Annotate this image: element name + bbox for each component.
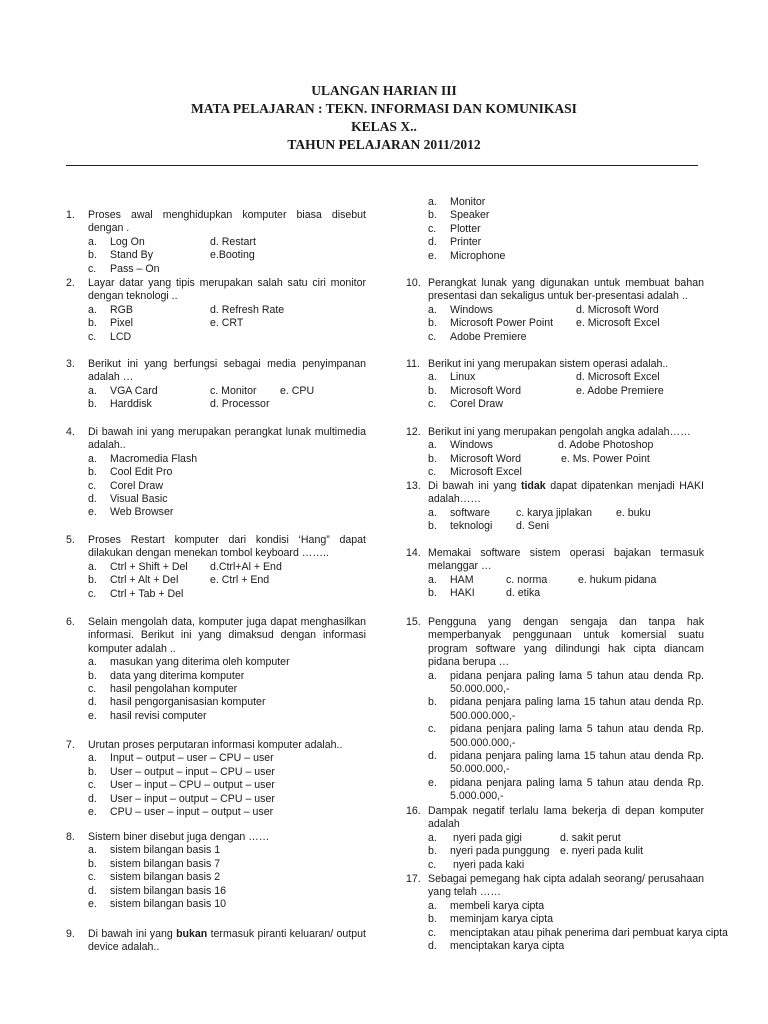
option-text: Windows [450, 439, 493, 452]
option-text: VGA Card [110, 384, 158, 397]
question-text: Sistem biner disebut juga dengan …… [88, 831, 270, 843]
option-text: sistem bilangan basis 10 [110, 898, 227, 911]
option-letter: c. [428, 398, 437, 411]
option-letter: c. [88, 587, 97, 600]
option-text: Ctrl + Alt + Del [110, 574, 179, 587]
question-text: termasuk piranti keluaran/ output device adalah.. [88, 928, 366, 954]
option-letter: b. [428, 452, 437, 465]
question-16 [406, 805, 704, 872]
option-text: Monitor [450, 196, 486, 208]
question-text: dapat dipatenkan menjadi HAKI adalah…… [428, 480, 704, 506]
option-letter: c. [88, 779, 97, 792]
option-text: sistem bilangan basis 16 [110, 884, 227, 897]
option-letter: b. [428, 384, 437, 397]
header-divider [66, 165, 698, 166]
option-letter: a. [428, 371, 437, 384]
option-text: e. CRT [210, 317, 244, 330]
option-letter: c. [88, 871, 97, 884]
option-text: meminjam karya cipta [450, 913, 554, 926]
option-letter: b. [428, 913, 437, 926]
option-text: Plotter [450, 222, 481, 235]
option-letter: c. [88, 479, 97, 492]
option-text: menciptakan atau pihak penerima dari pembuat karya cipta [450, 926, 728, 939]
option-letter: b. [88, 765, 97, 778]
question-emphasis: tidak [520, 480, 546, 492]
option-text: pidana penjara paling lama 5 tahun atau denda Rp. 50.000.000,- [450, 669, 704, 696]
question-text: Memakai software sistem operasi bajakan termasuk melanggar … [428, 547, 704, 573]
option-text: d. sakit perut [560, 831, 621, 844]
option-letter: a. [88, 656, 97, 669]
question-5 [66, 534, 366, 601]
option-letter: a. [428, 831, 437, 844]
option-letter: a. [428, 669, 437, 682]
option-text: d. Processor [210, 398, 270, 411]
option-text: d. Microsoft Excel [576, 371, 660, 384]
option-text: e. Ctrl + End [210, 574, 270, 587]
question-number: 1. [66, 209, 75, 221]
question-number: 8. [66, 831, 75, 843]
option-text: masukan yang diterima oleh komputer [110, 656, 290, 669]
option-text: hasil revisi computer [110, 709, 207, 722]
question-8 [66, 831, 366, 911]
option-text: sistem bilangan basis 1 [110, 844, 221, 857]
question-number: 10. [406, 277, 421, 289]
option-text: User – input – CPU – output – user [110, 779, 275, 792]
question-11 [406, 358, 704, 412]
question-number: 3. [66, 358, 75, 370]
option-letter: e. [88, 898, 97, 911]
option-text: software [450, 506, 491, 519]
option-letter: c. [428, 222, 437, 235]
option-letter: c. [88, 683, 97, 696]
option-letter: c. [428, 858, 437, 871]
option-text: d. etika [506, 587, 541, 600]
question-15 [406, 616, 704, 804]
option-text: nyeri pada punggung [450, 845, 550, 858]
option-letter: a. [428, 573, 437, 586]
option-letter: b. [88, 466, 97, 479]
option-text: Microsoft Word [450, 452, 522, 465]
question-10 [406, 277, 704, 344]
option-text: Cool Edit Pro [110, 466, 173, 479]
option-text: CPU – user – input – output – user [110, 806, 274, 819]
option-text: sistem bilangan basis 7 [110, 857, 221, 870]
option-text: Visual Basic [110, 493, 168, 506]
option-text: Corel Draw [110, 479, 163, 492]
question-text: Di bawah ini yang merupakan perangkat lunak multimedia adalah.. [88, 426, 366, 452]
question-number: 13. [406, 480, 421, 492]
option-letter: a. [88, 235, 97, 248]
option-letter: b. [88, 398, 97, 411]
option-letter: a. [428, 899, 437, 912]
question-text: Proses Restart komputer dari kondisi ‘Hang” dapat dilakukan dengan menekan tombol keyboard …….. [88, 534, 366, 560]
question-number: 2. [66, 277, 75, 289]
question-text: Perangkat lunak yang digunakan untuk membuat bahan presentasi dan sekaligus untuk ber-presentasi adalah .. [428, 277, 704, 303]
option-letter: c. [88, 330, 97, 343]
option-letter: a. [428, 439, 437, 452]
option-letter: c. [428, 723, 437, 736]
option-text: d. Microsoft Word [576, 303, 659, 316]
option-text: teknologi [450, 520, 493, 533]
option-text: d. Adobe Photoshop [558, 439, 654, 452]
question-text: Sebagai pemegang hak cipta adalah seorang/ perusahaan yang telah …… [428, 873, 704, 899]
option-letter: a. [428, 303, 437, 316]
option-letter: d. [88, 792, 97, 805]
question-text: Proses awal menghidupkan komputer biasa disebut dengan . [88, 209, 366, 235]
question-17 [406, 873, 728, 953]
question-14 [406, 547, 704, 601]
question-7 [66, 739, 366, 819]
question-12 [406, 426, 704, 480]
option-text: Linux [450, 371, 476, 384]
option-text: User – output – input – CPU – user [110, 765, 275, 778]
option-letter: c. [88, 262, 97, 275]
option-text: Web Browser [110, 506, 174, 519]
question-6 [66, 616, 366, 723]
option-text: Pass – On [110, 262, 160, 275]
option-text: e. nyeri pada kulit [560, 845, 644, 858]
option-letter: c. [428, 926, 437, 939]
option-text: nyeri pada gigi [450, 831, 522, 844]
option-text: Log On [110, 235, 145, 248]
option-text: pidana penjara paling lama 5 tahun atau denda Rp. 500.000.000,- [450, 723, 704, 749]
question-13 [406, 480, 704, 534]
question-9-options [406, 196, 704, 263]
option-text: pidana penjara paling lama 5 tahun atau denda Rp. 5.000.000,- [450, 776, 704, 803]
option-text: pidana penjara paling lama 15 tahun atau denda Rp. 50.000.000,- [450, 750, 704, 776]
question-number: 17. [406, 873, 421, 885]
option-text: e. CPU [280, 384, 315, 397]
question-number: 16. [406, 805, 421, 817]
option-letter: a. [88, 560, 97, 573]
option-text: e. buku [616, 506, 651, 519]
option-text: Speaker [450, 209, 490, 222]
option-text: c. norma [506, 573, 548, 586]
option-text: Microsoft Word [450, 384, 522, 397]
option-letter: a. [88, 303, 97, 316]
question-number: 14. [406, 547, 421, 559]
option-text: Stand By [110, 249, 153, 262]
option-text: HAKI [450, 587, 475, 600]
option-text: e. hukum pidana [578, 573, 657, 586]
option-letter: a. [428, 196, 437, 208]
option-text: Macromedia Flash [110, 452, 198, 465]
option-letter: b. [428, 520, 437, 533]
option-text: sistem bilangan basis 2 [110, 871, 221, 884]
option-text: data yang diterima komputer [110, 669, 245, 682]
option-text: c. Monitor [210, 384, 257, 397]
question-number: 5. [66, 534, 75, 546]
option-text: Microphone [450, 249, 506, 262]
option-text: d. Refresh Rate [210, 303, 285, 316]
option-letter: b. [428, 845, 437, 858]
option-text: Corel Draw [450, 398, 503, 411]
option-letter: e. [428, 249, 437, 262]
question-number: 11. [406, 358, 420, 370]
option-text: e. Ms. Power Point [558, 452, 650, 465]
option-letter: e. [88, 709, 97, 722]
option-letter: b. [428, 317, 437, 330]
question-number: 9. [66, 928, 75, 940]
option-text: d. Restart [210, 235, 256, 248]
option-text: nyeri pada kaki [450, 858, 525, 871]
option-letter: d. [428, 750, 437, 763]
option-text: hasil pengolahan komputer [110, 683, 238, 696]
option-letter: b. [88, 317, 97, 330]
option-text: e. Microsoft Excel [576, 317, 660, 330]
question-3 [66, 358, 366, 412]
option-text: membeli karya cipta [450, 899, 545, 912]
option-text: Input – output – user – CPU – user [110, 752, 274, 765]
option-text: Microsoft Power Point [450, 317, 554, 330]
option-letter: e. [428, 776, 437, 789]
question-text: Dampak negatif terlalu lama bekerja di depan komputer adalah [428, 805, 704, 831]
option-letter: c. [428, 466, 437, 479]
option-text: Harddisk [110, 398, 152, 411]
question-number: 12. [406, 426, 421, 438]
option-letter: b. [428, 209, 437, 222]
option-letter: d. [88, 696, 97, 709]
question-number: 6. [66, 616, 75, 628]
year-line: TAHUN PELAJARAN 2011/2012 [287, 137, 481, 152]
question-text: Di bawah ini yang [428, 480, 521, 492]
option-text: e. Adobe Premiere [576, 384, 664, 397]
option-text: d. Seni [516, 520, 549, 533]
option-letter: d. [428, 940, 437, 953]
option-letter: d. [428, 236, 437, 249]
option-text: RGB [110, 303, 133, 316]
option-letter: d. [88, 884, 97, 897]
exam-title: ULANGAN HARIAN III [311, 83, 457, 98]
option-text: Microsoft Excel [450, 466, 522, 479]
option-text: menciptakan karya cipta [450, 940, 565, 953]
option-text: c. karya jiplakan [516, 506, 592, 519]
option-text: e.Booting [210, 249, 255, 262]
question-4 [66, 426, 366, 520]
option-letter: b. [428, 587, 437, 600]
option-letter: e. [88, 506, 97, 519]
question-text: Berikut ini yang merupakan sistem operasi adalah.. [428, 358, 669, 370]
question-text: Berikut ini yang merupakan pengolah angka adalah…… [428, 426, 691, 438]
option-letter: b. [428, 696, 437, 709]
question-text: Di bawah ini yang [88, 928, 177, 940]
question-text: Berikut ini yang berfungsi sebagai media penyimpanan adalah … [88, 358, 366, 384]
option-letter: a. [88, 452, 97, 465]
option-letter: b. [88, 857, 97, 870]
option-text: Windows [450, 303, 493, 316]
option-text: Adobe Premiere [450, 330, 527, 343]
option-text: pidana penjara paling lama 15 tahun atau denda Rp. 500.000.000,- [450, 696, 704, 722]
option-letter: b. [88, 249, 97, 262]
question-number: 4. [66, 426, 75, 438]
subject-line: MATA PELAJARAN : TEKN. INFORMASI DAN KOMUNIKASI [191, 101, 577, 116]
option-letter: a. [88, 384, 97, 397]
question-emphasis: bukan [176, 928, 208, 940]
question-text: Selain mengolah data, komputer juga dapat menghasilkan informasi. Berikut ini yang dimaksud dengan informasi komputer adalah .. [88, 616, 366, 655]
option-letter: a. [428, 506, 437, 519]
option-letter: e. [88, 806, 97, 819]
class-line: KELAS X.. [351, 119, 417, 134]
question-text: Urutan proses perputaran informasi komputer adalah.. [88, 739, 343, 751]
option-text: hasil pengorganisasian komputer [110, 696, 266, 709]
question-number: 15. [406, 616, 421, 628]
option-text: Ctrl + Shift + Del [110, 560, 188, 573]
option-text: LCD [110, 330, 132, 343]
option-letter: b. [88, 669, 97, 682]
option-text: Ctrl + Tab + Del [110, 587, 184, 600]
option-text: HAM [450, 573, 474, 586]
option-letter: d. [88, 493, 97, 506]
question-9 [66, 928, 366, 955]
question-number: 7. [66, 739, 75, 751]
option-letter: a. [88, 752, 97, 765]
option-text: User – input – output – CPU – user [110, 792, 275, 805]
option-letter: c. [428, 330, 437, 343]
exam-header [0, 82, 768, 154]
option-text: Printer [450, 236, 482, 249]
option-text: d.Ctrl+Al + End [210, 560, 282, 573]
option-text: Pixel [110, 317, 133, 330]
option-letter: a. [88, 844, 97, 857]
question-1 [66, 209, 366, 276]
question-text: Pengguna yang dengan sengaja dan tanpa hak memperbanyak penggunaan untuk komersial suatu program software yang dilindungi hak cipta diancam pidana berupa … [428, 616, 704, 669]
option-letter: b. [88, 574, 97, 587]
question-text: Layar datar yang tipis merupakan salah satu ciri monitor dengan teknologi .. [88, 277, 366, 303]
question-2 [66, 277, 366, 344]
